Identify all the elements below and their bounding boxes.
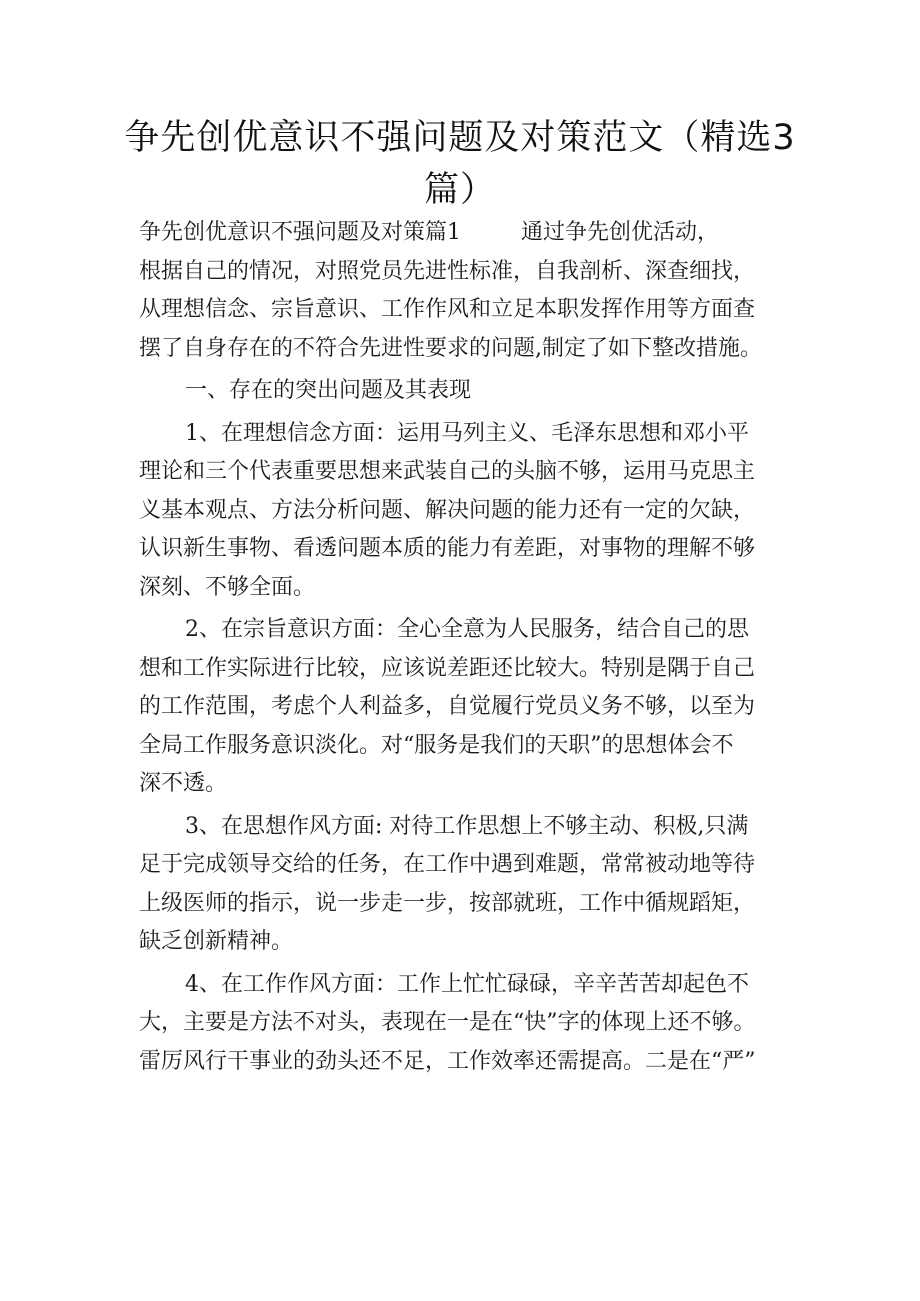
text-line: 雷厉风行干事业的劲头还不足，工作效率还需提高。二是在“严”	[139, 1048, 756, 1074]
title-line-1: 争先创优意识不强问题及对策范文（精选3	[124, 118, 796, 158]
paragraph-2	[139, 611, 799, 804]
text-line: 上级医师的指示，说一步走一步，按部就班，工作中循规蹈矩，	[139, 890, 756, 916]
text-line: 理论和三个代表重要思想来武装自己的头脑不够，运用马克思主	[139, 459, 756, 484]
section-heading-paragraph	[139, 372, 799, 411]
text-line: 认识新生事物、看透问题本质的能力有差距，对事物的理解不够	[139, 536, 756, 561]
paragraph-4	[139, 966, 799, 1082]
text-line: 从理想信念、宗旨意识、工作作风和立足本职发挥作用等方面查	[139, 297, 756, 322]
text-line: 大，主要是方法不对头，表现在一是在“快”字的体现上还不够。	[139, 1010, 756, 1035]
paragraph-3	[139, 808, 799, 962]
text-line: 的工作范围，考虑个人利益多，自觉履行党员义务不够，以至为	[139, 694, 756, 719]
intro-paragraph	[139, 214, 799, 368]
intro-lead: 通过争先创优活动，	[521, 220, 720, 245]
title-line-2: 篇）	[423, 170, 496, 210]
text-line: 4、在工作作风方面：工作上忙忙碌碌，辛辛苦苦却起色不	[185, 971, 749, 997]
article-heading: 争先创优意识不强问题及对策篇1	[139, 220, 461, 245]
text-line: 想和工作实际进行比较，应该说差距还比较大。特别是隅于自己	[139, 655, 756, 681]
text-line: 1、在理想信念方面：运用马列主义、毛泽东思想和邓小平	[185, 420, 749, 446]
text-line: 3、在思想作风方面: 对待工作思想上不够主动、积极,只满	[185, 813, 749, 839]
document-title	[120, 112, 800, 216]
text-line: 义基本观点、方法分析问题、解决问题的能力还有一定的欠缺，	[139, 497, 756, 523]
text-line: 缺乏创新精神。	[139, 929, 294, 954]
text-line: 2、在宗旨意识方面：全心全意为人民服务，结合自己的思	[185, 617, 749, 642]
paragraph-1	[139, 415, 799, 608]
document-body	[139, 214, 799, 1085]
text-line: 深刻、不够全面。	[139, 574, 316, 600]
text-line: 根据自己的情况，对照党员先进性标准，自我剖析、深查细找，	[139, 258, 756, 284]
text-line: 全局工作服务意识淡化。对“服务是我们的天职”的思想体会不	[139, 732, 734, 758]
section-heading: 一、存在的突出问题及其表现	[185, 378, 472, 403]
text-line: 深不透。	[139, 771, 228, 796]
text-line: 足于完成领导交给的任务，在工作中遇到难题，常常被动地等待	[139, 852, 756, 877]
intro-first-line	[139, 214, 799, 253]
text-line: 摆了自身存在的不符合先进性要求的问题,制定了如下整改措施。	[139, 335, 762, 361]
